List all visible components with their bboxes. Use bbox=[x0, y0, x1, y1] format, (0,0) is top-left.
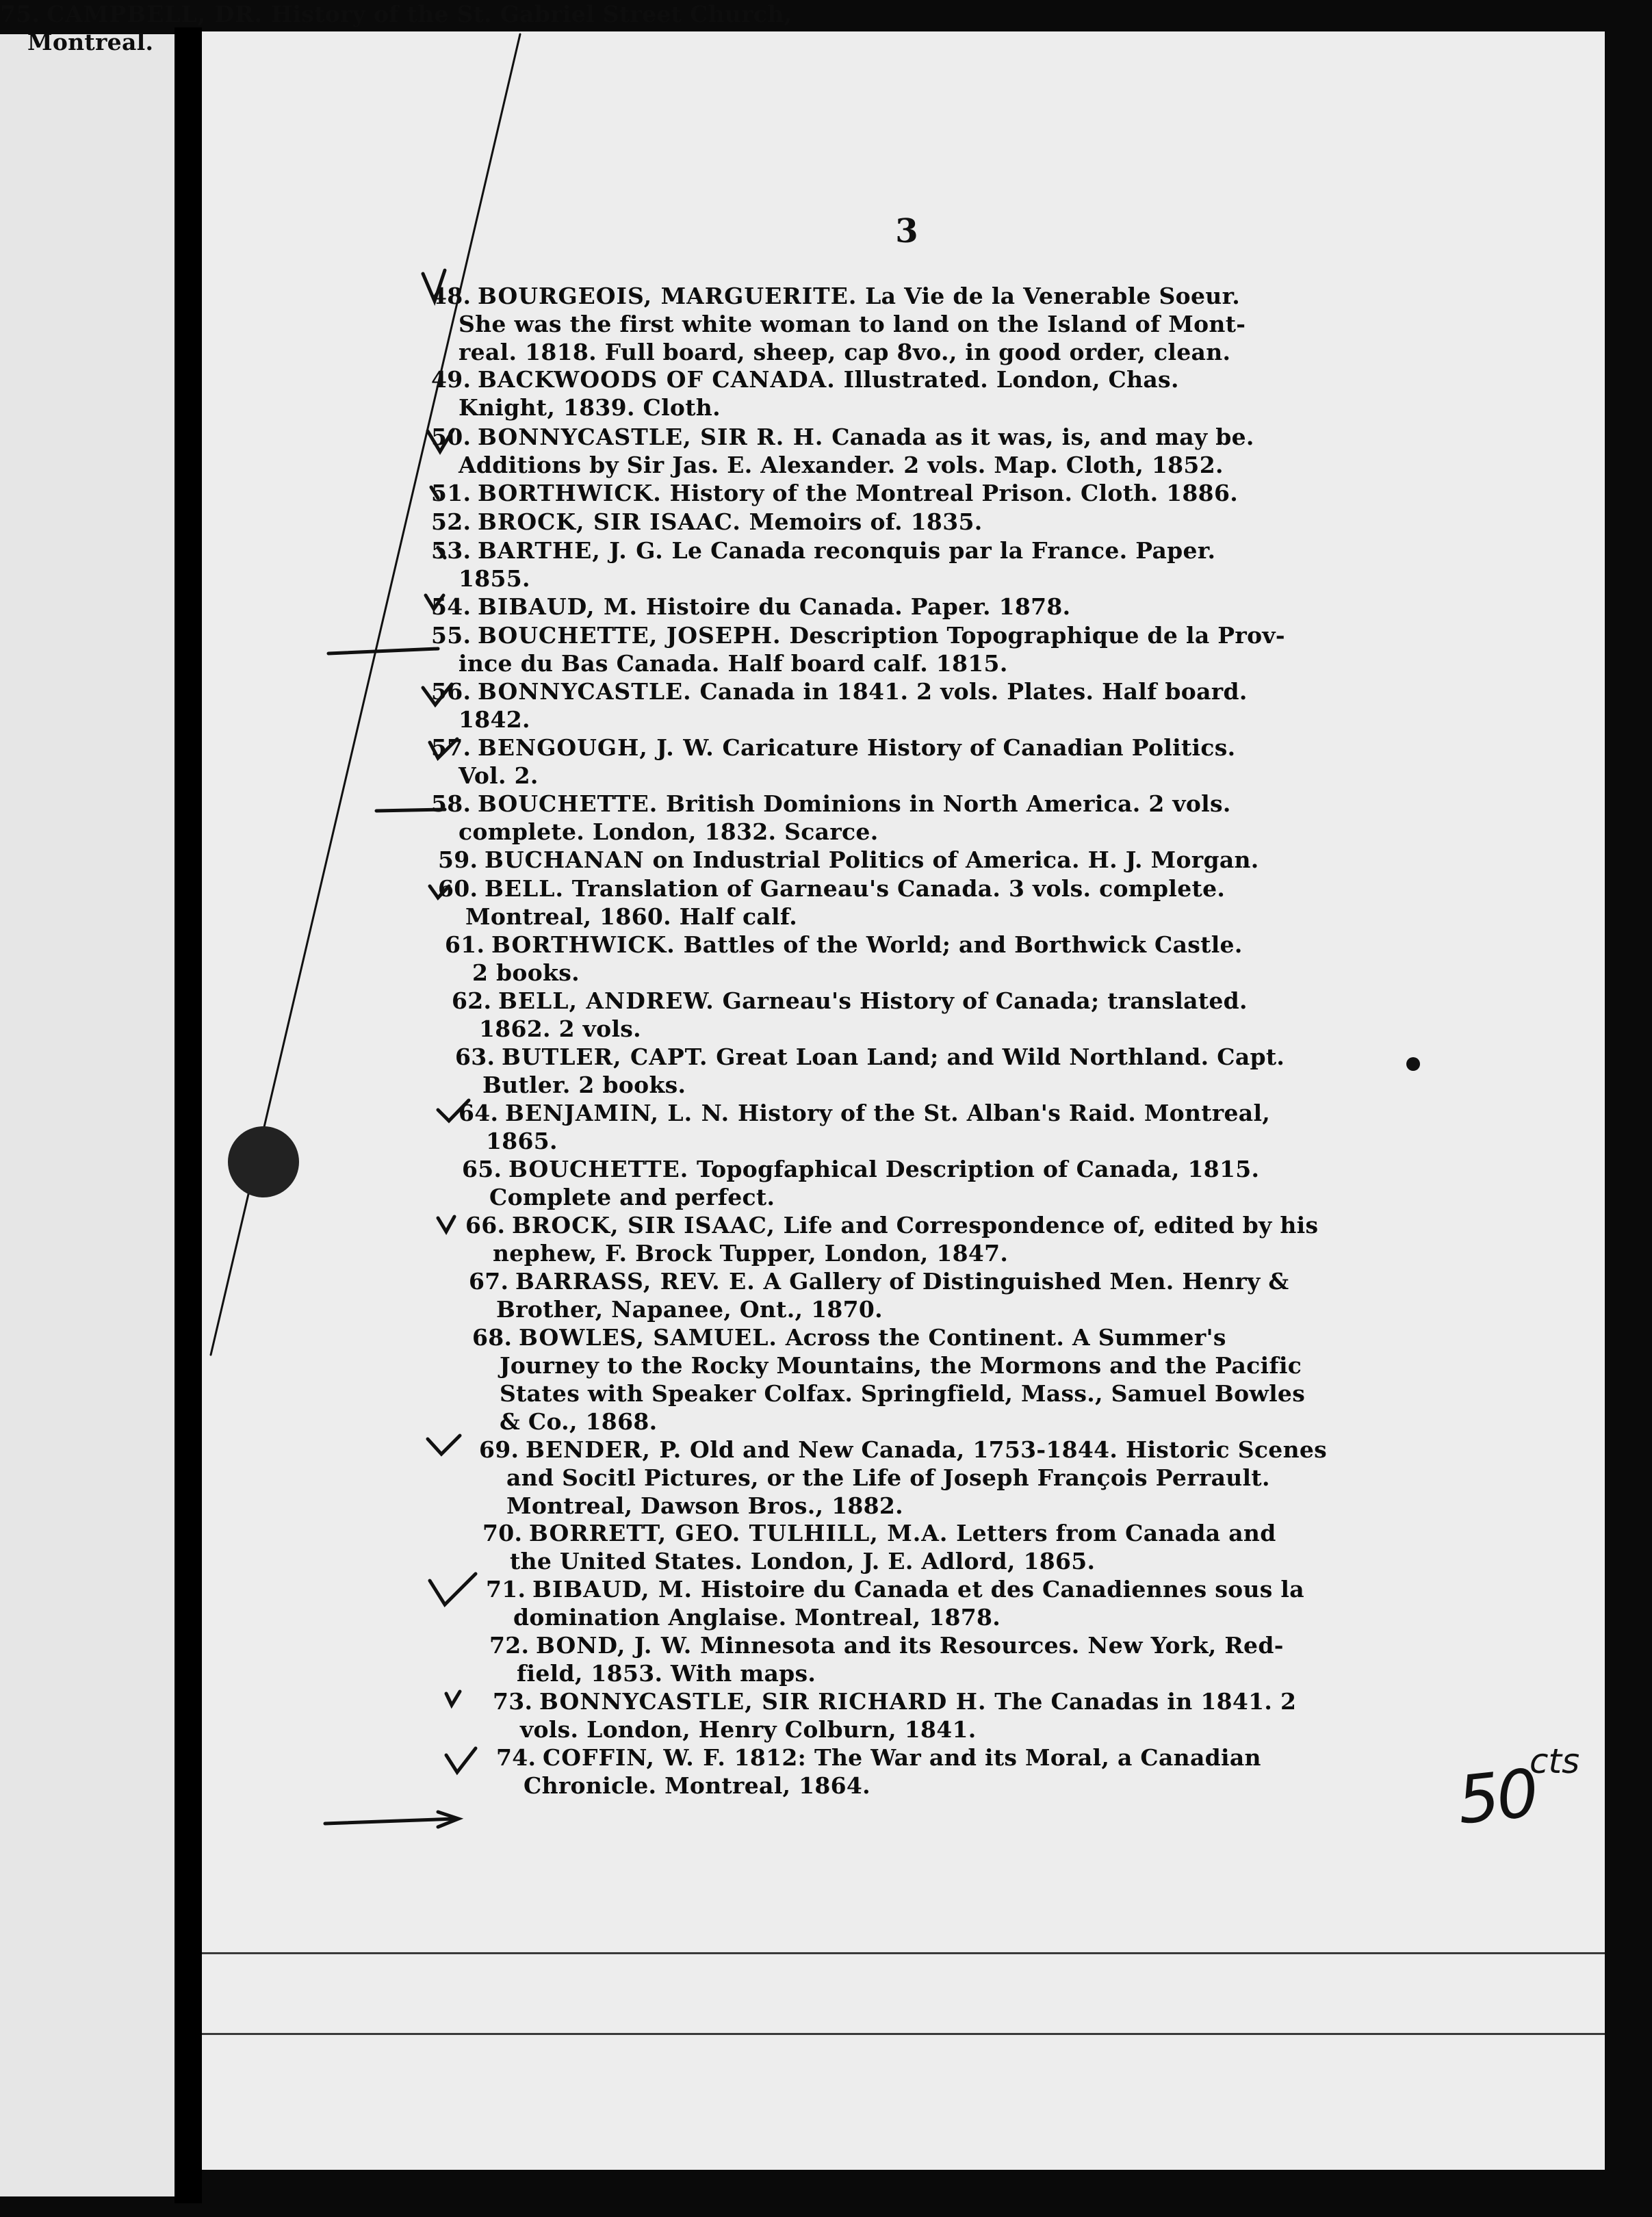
entry-number: 73. bbox=[493, 1688, 533, 1715]
entry-heading: BIBAUD, M. bbox=[532, 1576, 693, 1603]
catalogue-entry bbox=[431, 536, 1396, 593]
entry-heading: BROCK, SIR ISAAC, bbox=[512, 1212, 775, 1239]
entry-line bbox=[472, 1351, 1396, 1379]
entry-text: & Co., 1868. bbox=[500, 1408, 658, 1435]
catalogue-entry bbox=[431, 677, 1396, 734]
entry-number: 68. bbox=[472, 1324, 513, 1351]
entry-line bbox=[431, 508, 1396, 536]
entry-line bbox=[479, 1464, 1396, 1492]
entry-line bbox=[459, 1099, 1396, 1127]
entry-text: 1862. 2 vols. bbox=[479, 1015, 641, 1042]
entry-number: 54. bbox=[431, 593, 472, 620]
entry-heading: BROCK, SIR ISAAC. bbox=[478, 508, 741, 535]
entry-line bbox=[496, 1772, 1396, 1800]
entry-text: States with Speaker Colfax. Springfield, Mass., Samuel Bowles bbox=[500, 1380, 1306, 1407]
entry-line bbox=[431, 734, 1396, 762]
entry-line bbox=[431, 310, 1396, 338]
entry-heading: BONNYCASTLE. bbox=[478, 678, 692, 705]
entry-line bbox=[431, 479, 1396, 507]
entry-number: 66. bbox=[465, 1212, 506, 1239]
entry-number: 53. bbox=[431, 537, 472, 564]
entry-text: Butler. 2 books. bbox=[482, 1072, 686, 1098]
entry-line bbox=[482, 1519, 1396, 1547]
catalogue-entry bbox=[431, 365, 1396, 422]
entry-text: Caricature History of Canadian Politics. bbox=[722, 734, 1236, 761]
entry-text: Life and Correspondence of, edited by his bbox=[783, 1212, 1319, 1239]
entry-text: Histoire du Canada et des Canadiennes sous la bbox=[700, 1576, 1304, 1603]
entry-line bbox=[482, 1547, 1396, 1575]
entry-number: 67. bbox=[469, 1268, 509, 1295]
entry-line bbox=[469, 1295, 1396, 1323]
entry-number: 52. bbox=[431, 508, 472, 535]
entry-heading: BARTHE, J. G. bbox=[478, 537, 664, 564]
entry-heading: BORRETT, GEO. TULHILL, M.A. bbox=[529, 1520, 948, 1546]
entry-number: 75. bbox=[0, 1, 40, 27]
entry-line bbox=[445, 959, 1396, 987]
entry-text: Montreal, Dawson Bros., 1882. bbox=[506, 1492, 903, 1519]
catalogue-entry bbox=[462, 1155, 1396, 1211]
entry-number: 49. bbox=[431, 366, 472, 393]
entry-line bbox=[431, 762, 1396, 790]
handwritten-price-suffix: cts bbox=[1530, 1741, 1580, 1781]
entry-line bbox=[431, 621, 1396, 649]
entry-heading: BONNYCASTLE, SIR RICHARD H. bbox=[539, 1688, 987, 1715]
catalogue-entry bbox=[431, 593, 1396, 621]
entry-heading: BENJAMIN, L. N. bbox=[505, 1100, 730, 1126]
entry-heading: BENDER, P. bbox=[526, 1436, 682, 1463]
entry-line bbox=[455, 1071, 1396, 1099]
entry-text: vols. London, Henry Colburn, 1841. bbox=[520, 1716, 977, 1743]
entry-number: 64. bbox=[459, 1100, 499, 1126]
catalogue-entry bbox=[452, 987, 1396, 1043]
entry-text: 2 books. bbox=[472, 959, 580, 986]
entry-text: Letters from Canada and bbox=[956, 1520, 1276, 1546]
entry-line bbox=[431, 790, 1396, 818]
entry-text: Montreal. bbox=[27, 29, 154, 55]
entry-line bbox=[489, 1659, 1396, 1687]
entry-line bbox=[431, 393, 1396, 422]
entry-heading: BELL. bbox=[485, 875, 564, 902]
entry-heading: BOUCHETTE. bbox=[478, 790, 658, 817]
catalogue-entry bbox=[431, 508, 1396, 536]
catalogue-entry bbox=[486, 1575, 1396, 1631]
entry-text: Knight, 1839. Cloth. bbox=[459, 394, 721, 421]
entry-text: ince du Bas Canada. Half board calf. 1815. bbox=[459, 650, 1008, 677]
entry-text: 1865. bbox=[486, 1128, 558, 1154]
entry-line bbox=[489, 1631, 1396, 1659]
entry-text: the United States. London, J. E. Adlord, 1865. bbox=[510, 1548, 1096, 1574]
entry-text: 1855. bbox=[459, 565, 530, 592]
entry-heading: BORTHWICK. bbox=[478, 480, 662, 506]
entry-line bbox=[431, 593, 1396, 621]
entry-text: History of the St. Alban's Raid. Montreal, bbox=[737, 1100, 1271, 1126]
entry-heading: COFFIN, W. F. bbox=[543, 1744, 726, 1771]
entry-number: 65. bbox=[462, 1156, 502, 1182]
entry-text: Old and New Canada, 1753-1844. Historic Scenes bbox=[690, 1436, 1328, 1463]
entry-number: 56. bbox=[431, 678, 472, 705]
entry-number: 71. bbox=[486, 1576, 526, 1603]
entry-text: 1842. bbox=[459, 706, 530, 733]
entry-text: Brother, Napanee, Ont., 1870. bbox=[496, 1296, 883, 1323]
entry-number: 74. bbox=[496, 1744, 537, 1771]
entry-line bbox=[431, 677, 1396, 705]
catalogue-entry bbox=[482, 1519, 1396, 1575]
entry-line bbox=[431, 365, 1396, 393]
page-number: 3 bbox=[895, 212, 918, 250]
entry-text: Topogfaphical Description of Canada, 1815. bbox=[697, 1156, 1260, 1182]
entry-number: 59. bbox=[438, 846, 478, 873]
entry-number: 55. bbox=[431, 622, 472, 649]
entry-text: complete. London, 1832. Scarce. bbox=[459, 818, 879, 845]
catalogue-entry bbox=[489, 1631, 1396, 1687]
entry-text: Chronicle. Montreal, 1864. bbox=[524, 1772, 870, 1799]
entry-line bbox=[479, 1436, 1396, 1464]
entry-heading: BOWLES, SAMUEL. bbox=[519, 1324, 777, 1351]
entry-line bbox=[452, 987, 1396, 1015]
entry-heading: BACKWOODS OF CANADA. bbox=[478, 366, 836, 393]
entry-text: Memoirs of. 1835. bbox=[749, 508, 983, 535]
catalogue-entry bbox=[431, 282, 1396, 366]
entry-line bbox=[496, 1743, 1396, 1772]
entry-text: British Dominions in North America. 2 vols. bbox=[666, 790, 1231, 817]
catalogue-entry bbox=[469, 1267, 1396, 1323]
entry-heading: BOND, J. W. bbox=[536, 1632, 693, 1659]
entry-text: History of the St. Gabriel Street Church, bbox=[270, 1, 792, 27]
entry-heading: BONNYCASTLE, SIR R. H. bbox=[478, 424, 824, 450]
entry-line bbox=[431, 818, 1396, 846]
entry-text: field, 1853. With maps. bbox=[517, 1660, 816, 1687]
entry-line bbox=[472, 1379, 1396, 1408]
entry-number: 58. bbox=[431, 790, 472, 817]
entry-number: 62. bbox=[452, 987, 492, 1014]
entry-line bbox=[486, 1603, 1396, 1631]
entry-number: 72. bbox=[489, 1632, 530, 1659]
entry-text: Vol. 2. bbox=[459, 762, 539, 789]
handwritten-price: 50 bbox=[1454, 1754, 1540, 1839]
entry-line bbox=[431, 423, 1396, 451]
entry-text: Montreal, 1860. Half calf. bbox=[465, 903, 797, 930]
entry-text: Garneau's History of Canada; translated. bbox=[722, 987, 1248, 1014]
entry-line bbox=[431, 705, 1396, 734]
entry-heading: BUTLER, CAPT. bbox=[502, 1043, 708, 1070]
entry-line bbox=[431, 565, 1396, 593]
entry-text: and Socitl Pictures, or the Life of Joseph François Perrault. bbox=[506, 1464, 1270, 1491]
entry-heading: BIBAUD, M. bbox=[478, 593, 638, 620]
entry-line bbox=[493, 1687, 1396, 1715]
catalogue-entry bbox=[496, 1743, 1396, 1800]
entry-line bbox=[438, 903, 1396, 931]
entry-line bbox=[479, 1492, 1396, 1520]
entry-heading: BELL, ANDREW. bbox=[498, 987, 714, 1014]
entry-heading: BUCHANAN bbox=[485, 846, 645, 873]
catalogue-entry bbox=[431, 621, 1396, 677]
entry-number: 50. bbox=[431, 424, 472, 450]
catalogue-entry bbox=[438, 846, 1396, 874]
entry-number: 69. bbox=[479, 1436, 519, 1463]
entry-text: Complete and perfect. bbox=[489, 1184, 775, 1210]
catalogue-entry bbox=[472, 1323, 1396, 1436]
entry-line bbox=[455, 1043, 1396, 1071]
entry-line bbox=[438, 874, 1396, 903]
entry-line bbox=[465, 1211, 1396, 1239]
entry-line bbox=[0, 28, 792, 56]
catalogue-entry bbox=[455, 1043, 1396, 1099]
catalogue-entry bbox=[479, 1436, 1396, 1520]
entry-line bbox=[493, 1715, 1396, 1743]
entry-number: 63. bbox=[455, 1043, 495, 1070]
entry-text: Translation of Garneau's Canada. 3 vols. complete. bbox=[571, 875, 1226, 902]
entry-text: Illustrated. London, Chas. bbox=[843, 366, 1179, 393]
entry-line bbox=[431, 338, 1396, 366]
entry-line bbox=[462, 1155, 1396, 1183]
entry-line bbox=[438, 846, 1396, 874]
entry-line bbox=[431, 451, 1396, 479]
entry-text: Description Topographique de la Prov- bbox=[789, 622, 1285, 649]
entry-text: Across the Continent. A Summer's bbox=[785, 1324, 1226, 1351]
entry-text: Minnesota and its Resources. New York, Red- bbox=[700, 1632, 1284, 1659]
entry-line bbox=[462, 1183, 1396, 1211]
catalogue-entry bbox=[431, 734, 1396, 790]
entry-text: Le Canada reconquis par la France. Paper. bbox=[671, 537, 1216, 564]
entry-text: La Vie de la Venerable Soeur. bbox=[865, 283, 1241, 309]
entry-line bbox=[452, 1015, 1396, 1043]
catalogue-entry bbox=[465, 1211, 1396, 1267]
entry-line bbox=[431, 536, 1396, 565]
entry-number: 57. bbox=[431, 734, 472, 761]
entry-line bbox=[431, 649, 1396, 677]
entry-number: 51. bbox=[431, 480, 472, 506]
entry-text: Canada as it was, is, and may be. bbox=[831, 424, 1254, 450]
entry-text: Canada in 1841. 2 vols. Plates. Half board. bbox=[699, 678, 1248, 705]
entry-line bbox=[469, 1267, 1396, 1295]
catalogue-entry bbox=[431, 423, 1396, 479]
entry-text: The Canadas in 1841. 2 bbox=[994, 1688, 1297, 1715]
entry-text: She was the first white woman to land on the Island of Mont- bbox=[459, 311, 1246, 337]
catalogue-entry bbox=[0, 0, 792, 56]
entry-heading: BOUCHETTE, JOSEPH. bbox=[478, 622, 782, 649]
entry-line bbox=[0, 0, 792, 28]
entry-line bbox=[431, 282, 1396, 310]
entry-text: Additions by Sir Jas. E. Alexander. 2 vols. Map. Cloth, 1852. bbox=[459, 452, 1224, 478]
entry-text: 1812: The War and its Moral, a Canadian bbox=[734, 1744, 1261, 1771]
entry-heading: BOURGEOIS, MARGUERITE. bbox=[478, 283, 857, 309]
entry-text: A Gallery of Distinguished Men. Henry & bbox=[763, 1268, 1289, 1295]
catalogue-entry bbox=[431, 790, 1396, 846]
entry-heading: BORTHWICK. bbox=[491, 931, 675, 958]
catalogue-entry bbox=[445, 931, 1396, 987]
entry-line bbox=[486, 1575, 1396, 1603]
entry-number: 60. bbox=[438, 875, 478, 902]
entry-line bbox=[465, 1239, 1396, 1267]
entry-number: 70. bbox=[482, 1520, 523, 1546]
entry-number: 61. bbox=[445, 931, 485, 958]
entry-text: nephew, F. Brock Tupper, London, 1847. bbox=[493, 1240, 1009, 1267]
catalogue-entry bbox=[459, 1099, 1396, 1155]
catalogue-entry bbox=[431, 479, 1396, 507]
entry-text: Great Loan Land; and Wild Northland. Capt. bbox=[716, 1043, 1285, 1070]
entry-line bbox=[472, 1408, 1396, 1436]
entry-line bbox=[445, 931, 1396, 959]
entry-text: History of the Montreal Prison. Cloth. 1886. bbox=[669, 480, 1238, 506]
entry-number: 48. bbox=[431, 283, 472, 309]
entry-heading: BARRASS, REV. E. bbox=[515, 1268, 756, 1295]
entry-text: real. 1818. Full board, sheep, cap 8vo., in good order, clean. bbox=[459, 339, 1231, 365]
entry-heading: BENGOUGH, J. W. bbox=[478, 734, 714, 761]
entry-heading: CAMPBELL, DR. bbox=[47, 1, 263, 27]
entry-line bbox=[472, 1323, 1396, 1351]
entry-text: domination Anglaise. Montreal, 1878. bbox=[513, 1604, 1001, 1631]
entry-text: on Industrial Politics of America. H. J. Morgan. bbox=[652, 846, 1259, 873]
entry-line bbox=[459, 1127, 1396, 1155]
entry-heading: BOUCHETTE. bbox=[508, 1156, 689, 1182]
entry-text: Journey to the Rocky Mountains, the Mormons and the Pacific bbox=[500, 1352, 1302, 1379]
catalogue-entry bbox=[438, 874, 1396, 931]
entry-text: Battles of the World; and Borthwick Castle. bbox=[683, 931, 1243, 958]
entry-text: Histoire du Canada. Paper. 1878. bbox=[645, 593, 1071, 620]
catalogue-entry bbox=[493, 1687, 1396, 1743]
